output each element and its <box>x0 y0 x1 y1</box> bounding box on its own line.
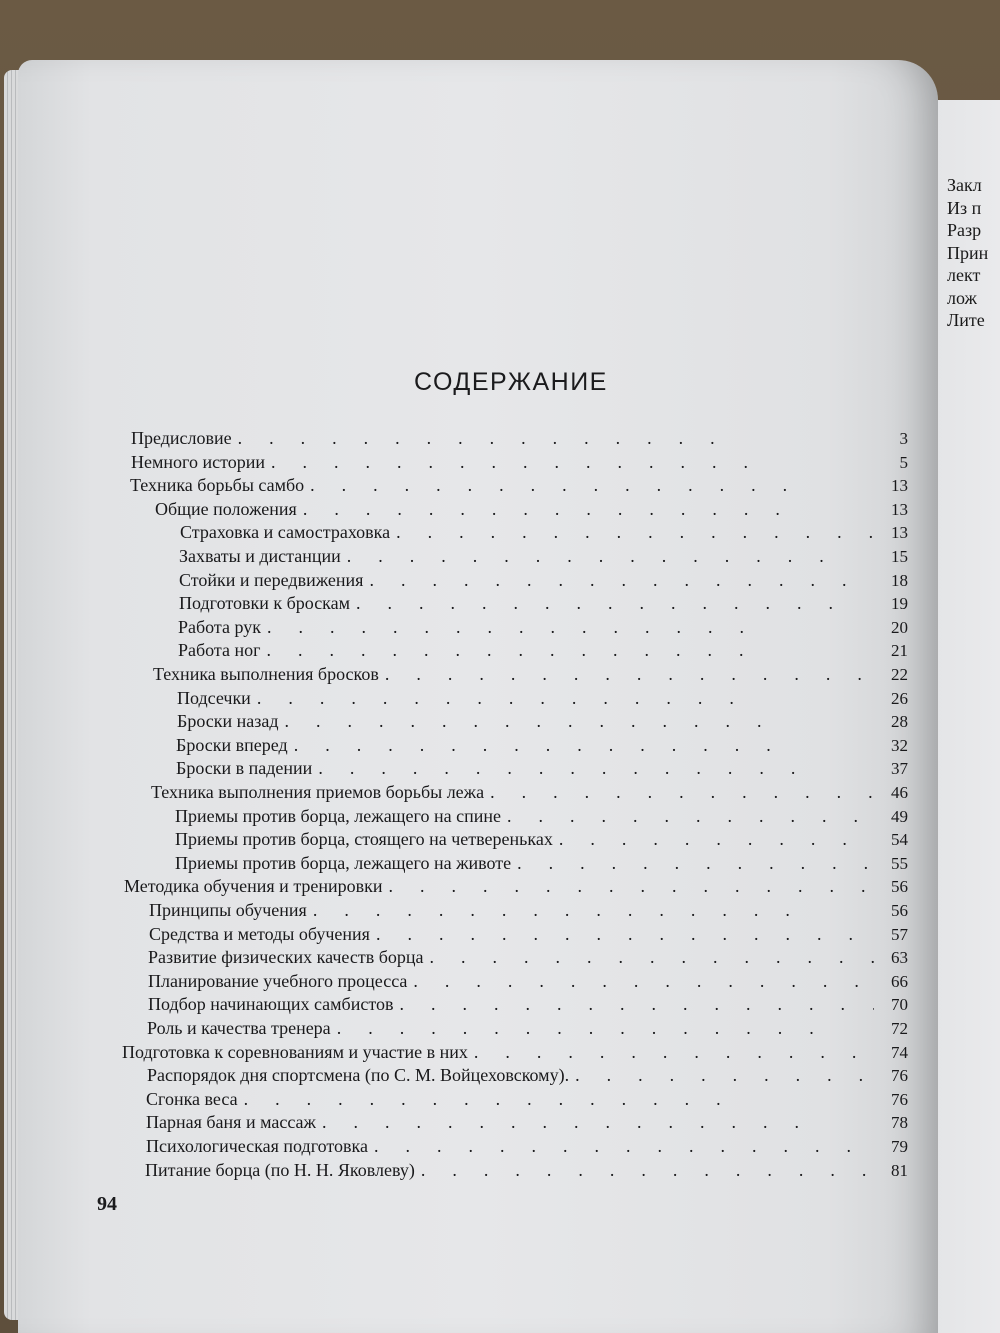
toc-entry-label: Работа ног <box>178 640 261 661</box>
toc-entry-page: 49 <box>891 806 908 826</box>
toc-entry <box>175 806 908 830</box>
toc-entry-label: Броски вперед <box>176 734 288 755</box>
toc-entry <box>146 1089 908 1113</box>
toc-entry-label: Предисловие <box>131 428 232 448</box>
toc-entry <box>155 499 908 523</box>
toc-entry-label: Приемы против борца, стоящего на четвереньках <box>175 829 553 850</box>
toc-leader-dots <box>376 924 874 945</box>
toc-entry <box>178 640 908 664</box>
toc-entry-page: 79 <box>891 1137 908 1156</box>
toc-entry-page: 72 <box>891 1019 908 1038</box>
toc-entry-label: Развитие физических качеств борца <box>148 947 424 968</box>
toc-entry <box>178 617 908 641</box>
toc-entry-page: 20 <box>891 617 908 637</box>
toc-leader-dots <box>507 806 874 827</box>
toc-entry-page: 13 <box>891 499 908 519</box>
right-page-line: Разр <box>947 220 982 240</box>
toc-leader-dots <box>575 1065 874 1086</box>
toc-leader-dots <box>396 522 874 543</box>
toc-entry <box>179 593 908 617</box>
toc-entry <box>147 1065 908 1089</box>
toc-entry <box>177 711 908 735</box>
toc-entry-label: Стойки и передвижения <box>179 569 364 590</box>
toc-entry-label: Броски назад <box>177 711 279 732</box>
toc-entry <box>146 1136 908 1160</box>
toc-entry-label: Техника выполнения приемов борьбы лежа <box>151 782 485 802</box>
toc-entry <box>131 428 908 452</box>
toc-entry <box>148 947 908 971</box>
toc-leader-dots <box>271 452 874 473</box>
toc-entry-label: Подготовки к броскам <box>179 593 351 614</box>
toc-entry-page: 54 <box>891 830 908 850</box>
toc-entry-label: Подсечки <box>177 687 251 708</box>
toc-entry <box>122 1042 908 1066</box>
toc-leader-dots <box>389 876 874 897</box>
toc-entry <box>179 546 908 570</box>
toc-entry-page: 32 <box>891 735 908 755</box>
toc-leader-dots <box>318 758 874 779</box>
toc-entry-label: Принципы обучения <box>149 900 307 920</box>
toc-entry <box>177 688 908 712</box>
toc-entry-label: Работа рук <box>178 616 262 637</box>
toc-leader-dots <box>347 546 874 567</box>
toc-entry-label: Немного истории <box>131 451 265 472</box>
toc-entry-page: 22 <box>891 665 908 684</box>
toc-entry-page: 70 <box>891 995 908 1015</box>
toc-leader-dots <box>374 1136 874 1157</box>
toc-leader-dots <box>267 640 874 661</box>
toc-leader-dots <box>490 782 874 803</box>
toc-entry-page: 46 <box>891 783 908 802</box>
right-page-line: лож <box>947 287 977 308</box>
toc-title: СОДЕРЖАНИЕ <box>414 368 608 396</box>
toc-entry-label: Общие положения <box>155 498 297 519</box>
toc-entry <box>147 1018 908 1042</box>
toc-entry <box>175 829 908 853</box>
toc-entry <box>149 900 908 924</box>
toc-entry-page: 74 <box>891 1042 908 1062</box>
right-page-line: Из п <box>947 197 982 218</box>
toc-leader-dots <box>285 711 874 732</box>
right-page-line: Прин <box>947 242 989 263</box>
toc-leader-dots <box>238 428 874 449</box>
toc-leader-dots <box>267 617 874 638</box>
toc-entry-label: Захваты и дистанции <box>179 546 341 566</box>
toc-entry-page: 26 <box>891 688 908 708</box>
toc-entry-label: Питание борца (по Н. Н. Яковлеву) <box>145 1159 415 1180</box>
toc-entry-label: Средства и методы обучения <box>149 923 370 944</box>
toc-leader-dots <box>310 475 874 496</box>
toc-entry-page: 15 <box>891 547 908 566</box>
toc-entry <box>130 475 908 499</box>
toc-entry <box>148 971 908 995</box>
toc-entry-page: 57 <box>891 924 908 944</box>
toc-entry <box>146 1112 908 1136</box>
toc-leader-dots <box>322 1112 874 1133</box>
toc-leader-dots <box>257 688 874 709</box>
toc-entry <box>176 735 908 759</box>
toc-entry-page: 18 <box>891 570 908 590</box>
toc-entry-page: 55 <box>891 853 908 873</box>
toc-entry-page: 37 <box>891 759 908 779</box>
toc-entry-label: Подбор начинающих самбистов <box>148 994 394 1015</box>
toc-entry <box>151 782 908 806</box>
toc-entry-page: 78 <box>891 1113 908 1133</box>
toc-entry-page: 21 <box>891 641 908 661</box>
toc-entry <box>180 522 908 546</box>
toc-entry <box>148 994 908 1018</box>
toc-leader-dots <box>244 1089 874 1110</box>
toc-leader-dots <box>413 971 874 992</box>
toc-leader-dots <box>303 499 874 520</box>
toc-entry-page: 56 <box>891 901 908 920</box>
toc-entry <box>153 664 908 688</box>
toc-entry-label: Сгонка веса <box>146 1088 238 1109</box>
toc-entry-label: Роль и качества тренера <box>147 1018 331 1038</box>
toc-entry <box>131 452 908 476</box>
toc-entry-label: Распорядок дня спортсмена (по С. М. Войцеховскому). <box>147 1065 570 1086</box>
toc-entry <box>124 876 908 900</box>
toc-entry-label: Техника выполнения бросков <box>153 664 379 684</box>
toc-entry <box>176 758 908 782</box>
toc-leader-dots <box>559 829 874 850</box>
toc-leader-dots <box>421 1160 874 1181</box>
toc-entry-label: Подготовка к соревнованиям и участие в них <box>122 1041 468 1062</box>
toc-entry-label: Психологическая подготовка <box>146 1136 368 1156</box>
right-page-line: Закл <box>947 175 982 195</box>
toc-leader-dots <box>337 1018 874 1039</box>
right-page-line: Лите <box>947 310 985 330</box>
toc-entry-page: 28 <box>891 712 908 732</box>
toc-entry <box>179 570 908 594</box>
right-page-line: лект <box>947 265 981 285</box>
toc-entry-label: Планирование учебного процесса <box>148 970 408 991</box>
toc-leader-dots <box>356 593 874 614</box>
toc-leader-dots <box>369 570 874 591</box>
toc-entry-page: 76 <box>891 1089 908 1109</box>
toc-entry <box>175 853 908 877</box>
toc-entry-label: Техника борьбы самбо <box>130 475 305 496</box>
toc-leader-dots <box>399 994 874 1015</box>
toc-entry-page: 63 <box>891 948 908 968</box>
page-number: 94 <box>97 1193 117 1215</box>
toc-entry-label: Страховка и самостраховка <box>180 522 391 543</box>
toc-leader-dots <box>517 853 874 874</box>
toc-leader-dots <box>385 664 874 685</box>
toc-entry-page: 56 <box>891 877 908 897</box>
toc-entry <box>149 924 908 948</box>
toc-entry-label: Парная баня и массаж <box>146 1112 316 1133</box>
toc-entry-label: Броски в падении <box>176 758 313 779</box>
toc-entry-page: 66 <box>891 971 908 991</box>
toc-leader-dots <box>294 735 874 756</box>
toc-entry-label: Методика обучения и тренировки <box>124 876 383 897</box>
toc-entry-page: 13 <box>891 476 908 496</box>
toc-leader-dots <box>313 900 874 921</box>
toc-entry-label: Приемы против борца, лежащего на животе <box>175 852 512 873</box>
toc-entry-page: 13 <box>891 523 908 543</box>
toc-leader-dots <box>474 1042 874 1063</box>
toc-entry-page: 81 <box>891 1160 908 1180</box>
toc-entry-page: 76 <box>891 1066 908 1086</box>
toc-entry-page: 5 <box>899 452 908 472</box>
toc-entry-page: 3 <box>899 429 908 448</box>
toc-entry <box>145 1160 908 1184</box>
toc-leader-dots <box>430 947 875 968</box>
toc-entry-label: Приемы против борца, лежащего на спине <box>175 805 501 826</box>
toc-entry-page: 19 <box>891 594 908 614</box>
